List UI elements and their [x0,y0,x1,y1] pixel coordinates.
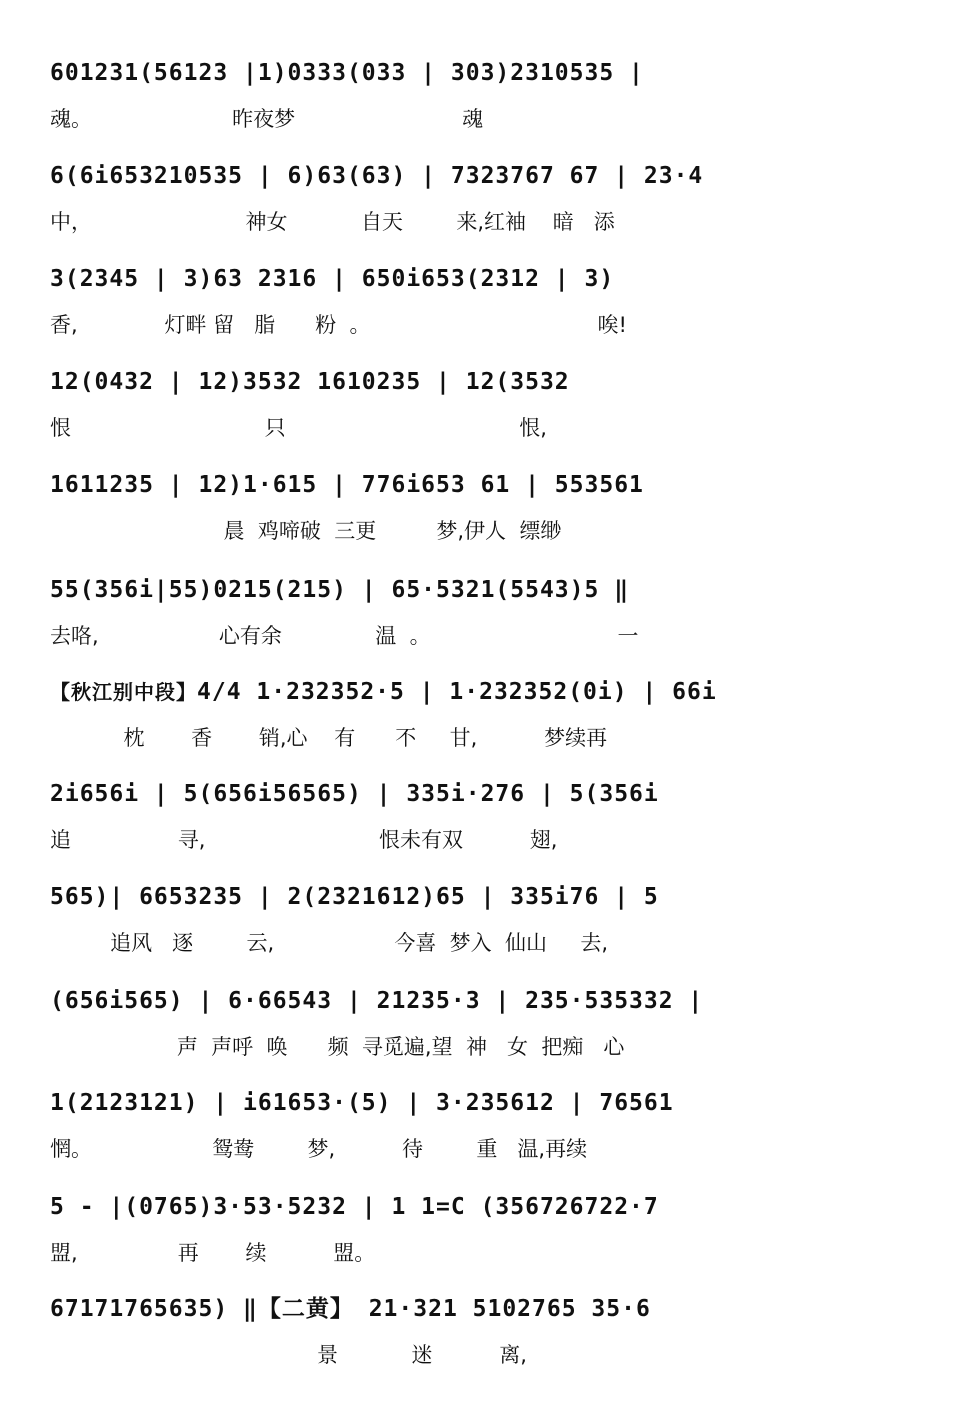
notation-line: (656i565) | 6·66543 | 21235·3 | 235·535332 | [50,988,704,1014]
lyrics-line: 恨 只 恨, [50,416,547,440]
notation-text: 1·232352·5 | 1·232352(0i) | 66i [256,679,717,705]
notation-line: 1611235 | 12)1·615 | 776i653 61 | 553561 [50,472,644,498]
notation-line [50,677,930,708]
lyrics-line: 去咯, 心有余 温 。 一 [50,624,639,648]
lyrics-line: 景 迷 离, [50,1343,527,1367]
lyrics-line: 香, 灯畔 留 脂 粉 。 唉! [50,313,627,337]
lyrics-line: 中， 神女 自天 来,红袖 暗 添 [50,210,615,234]
notation-line: 67171765635) ‖【二黄】 21·321 5102765 35·6 [50,1296,651,1322]
lyrics-line: 惘。 鸳鸯 梦, 待 重 温,再续 [50,1137,588,1161]
notation-line: 12(0432 | 12)3532 1610235 | 12(3532 [50,369,570,395]
lyrics-line: 盟, 再 续 盟。 [50,1241,376,1265]
notation-line: 6(6i653210535 | 6)63(63) | 7323767 67 | 23·4 [50,163,704,189]
lyrics-line: 追风 逐 云, 今喜 梦入 仙山 去, [50,931,609,955]
notation-line: 2i656i | 5(656i56565) | 335i·276 | 5(356i [50,781,659,807]
notation-line: 1(2123121) | i61653·(5) | 3·235612 | 76561 [50,1090,674,1116]
notation-line: 5 - |(0765)3·53·5232 | 1 1=C (356726722·7 [50,1194,659,1220]
notation-line: 3(2345 | 3)63 2316 | 650i653(2312 | 3) [50,266,615,292]
lyrics-line: 晨 鸡啼破 三更 梦,伊人 缥缈 [50,519,562,543]
lyrics-line: 枕 香 销,心 有 不 甘, 梦续再 [50,726,608,750]
lyrics-line: 追 寻, 恨未有双 翅, [50,828,558,852]
lyrics-line: 声 声呼 唤 频 寻觅遍,望 神 女 把痴 心 [50,1035,625,1059]
notation-line: 55(356i|55)0215(215) | 65·5321(5543)5 ‖ [50,577,630,603]
lyrics-line: 魂。 昨夜梦 魂 [50,107,484,131]
time-signature: 4/4 [197,679,242,705]
notation-line: 601231(56123 |1)0333(033 | 303)2310535 | [50,60,644,86]
notation-line: 565)| 6653235 | 2(2321612)65 | 335i76 | 5 [50,884,659,910]
section-label: 【秋江别中段】 [50,682,197,704]
